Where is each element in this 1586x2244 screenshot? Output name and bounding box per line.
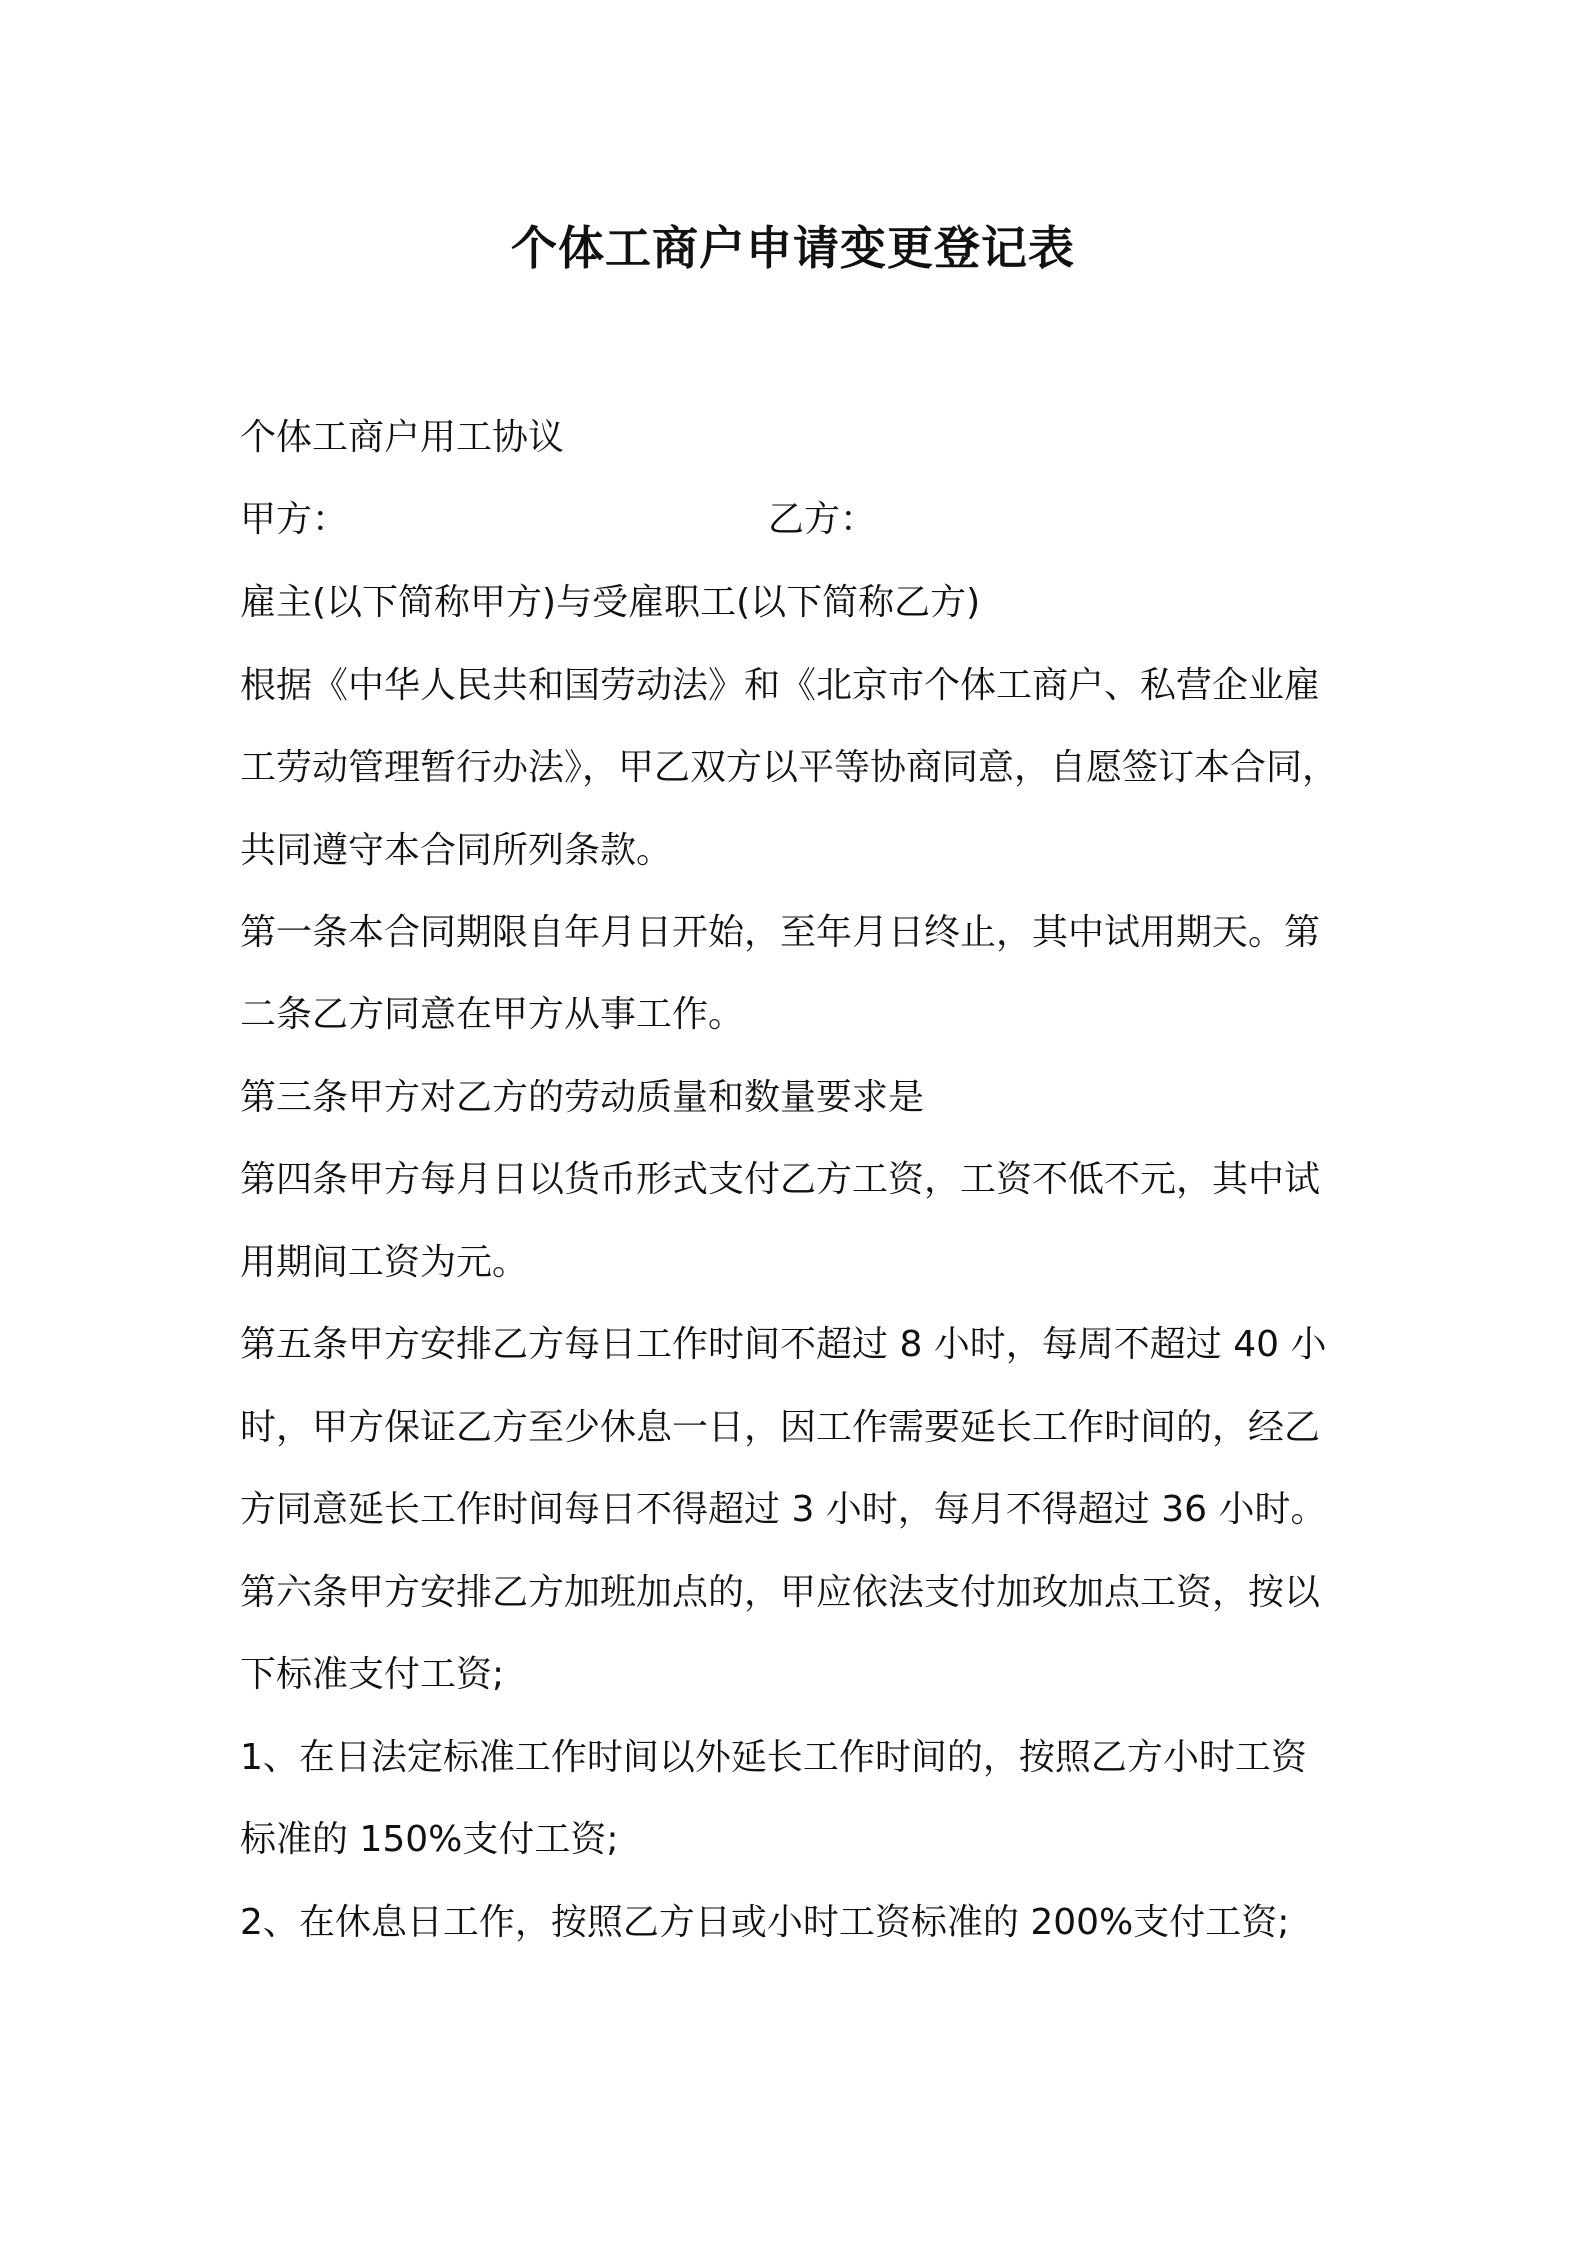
- party-a-label: 甲方：: [240, 499, 349, 540]
- text-line: 第四条甲方每月日以货币形式支付乙方工资，工资不低不元，其中试: [240, 1159, 1321, 1200]
- text-line: 第六条甲方安排乙方加班加点的，甲应依法支付加玫加点工资，按以: [240, 1572, 1321, 1613]
- text-line: 第三条甲方对乙方的劳动质量和数量要求是: [240, 1077, 925, 1118]
- text-line: 雇主(以下简称甲方)与受雇职工(以下简称乙方): [240, 582, 981, 623]
- text-line: 第一条本合同期限自年月日开始，至年月日终止，其中试用期天。第: [240, 912, 1321, 953]
- document-subtitle: 个体工商户用工协议: [240, 417, 565, 458]
- text-line: 标准的 150%支付工资;: [240, 1819, 619, 1860]
- text-line: 共同遵守本合同所列条款。: [240, 830, 673, 871]
- text-line: 2、在休息日工作，按照乙方日或小时工资标准的 200%支付工资;: [240, 1902, 1290, 1943]
- text-line: 时，甲方保证乙方至少休息一日，因工作需要延长工作时间的，经乙: [240, 1407, 1321, 1448]
- text-line: 工劳动管理暂行办法》，甲乙双方以平等协商同意，自愿签订本合同，: [240, 747, 1339, 788]
- text-line: 用期间工资为元。: [240, 1242, 529, 1283]
- document-title: 个体工商户申请变更登记表: [511, 221, 1075, 275]
- text-line: 方同意延长工作时间每日不得超过 3 小时，每月不得超过 36 小时。: [240, 1489, 1327, 1530]
- text-line: 下标准支付工资;: [240, 1654, 505, 1695]
- party-b-label: 乙方：: [768, 499, 877, 540]
- text-line: 1、在日法定标准工作时间以外延长工作时间的，按照乙方小时工资: [240, 1737, 1307, 1778]
- text-line: 第五条甲方安排乙方每日工作时间不超过 8 小时，每周不超过 40 小: [240, 1324, 1327, 1365]
- text-line: 根据《中华人民共和国劳动法》和《北京市个体工商户、私营企业雇: [240, 665, 1321, 706]
- text-line: 二条乙方同意在甲方从事工作。: [240, 994, 745, 1035]
